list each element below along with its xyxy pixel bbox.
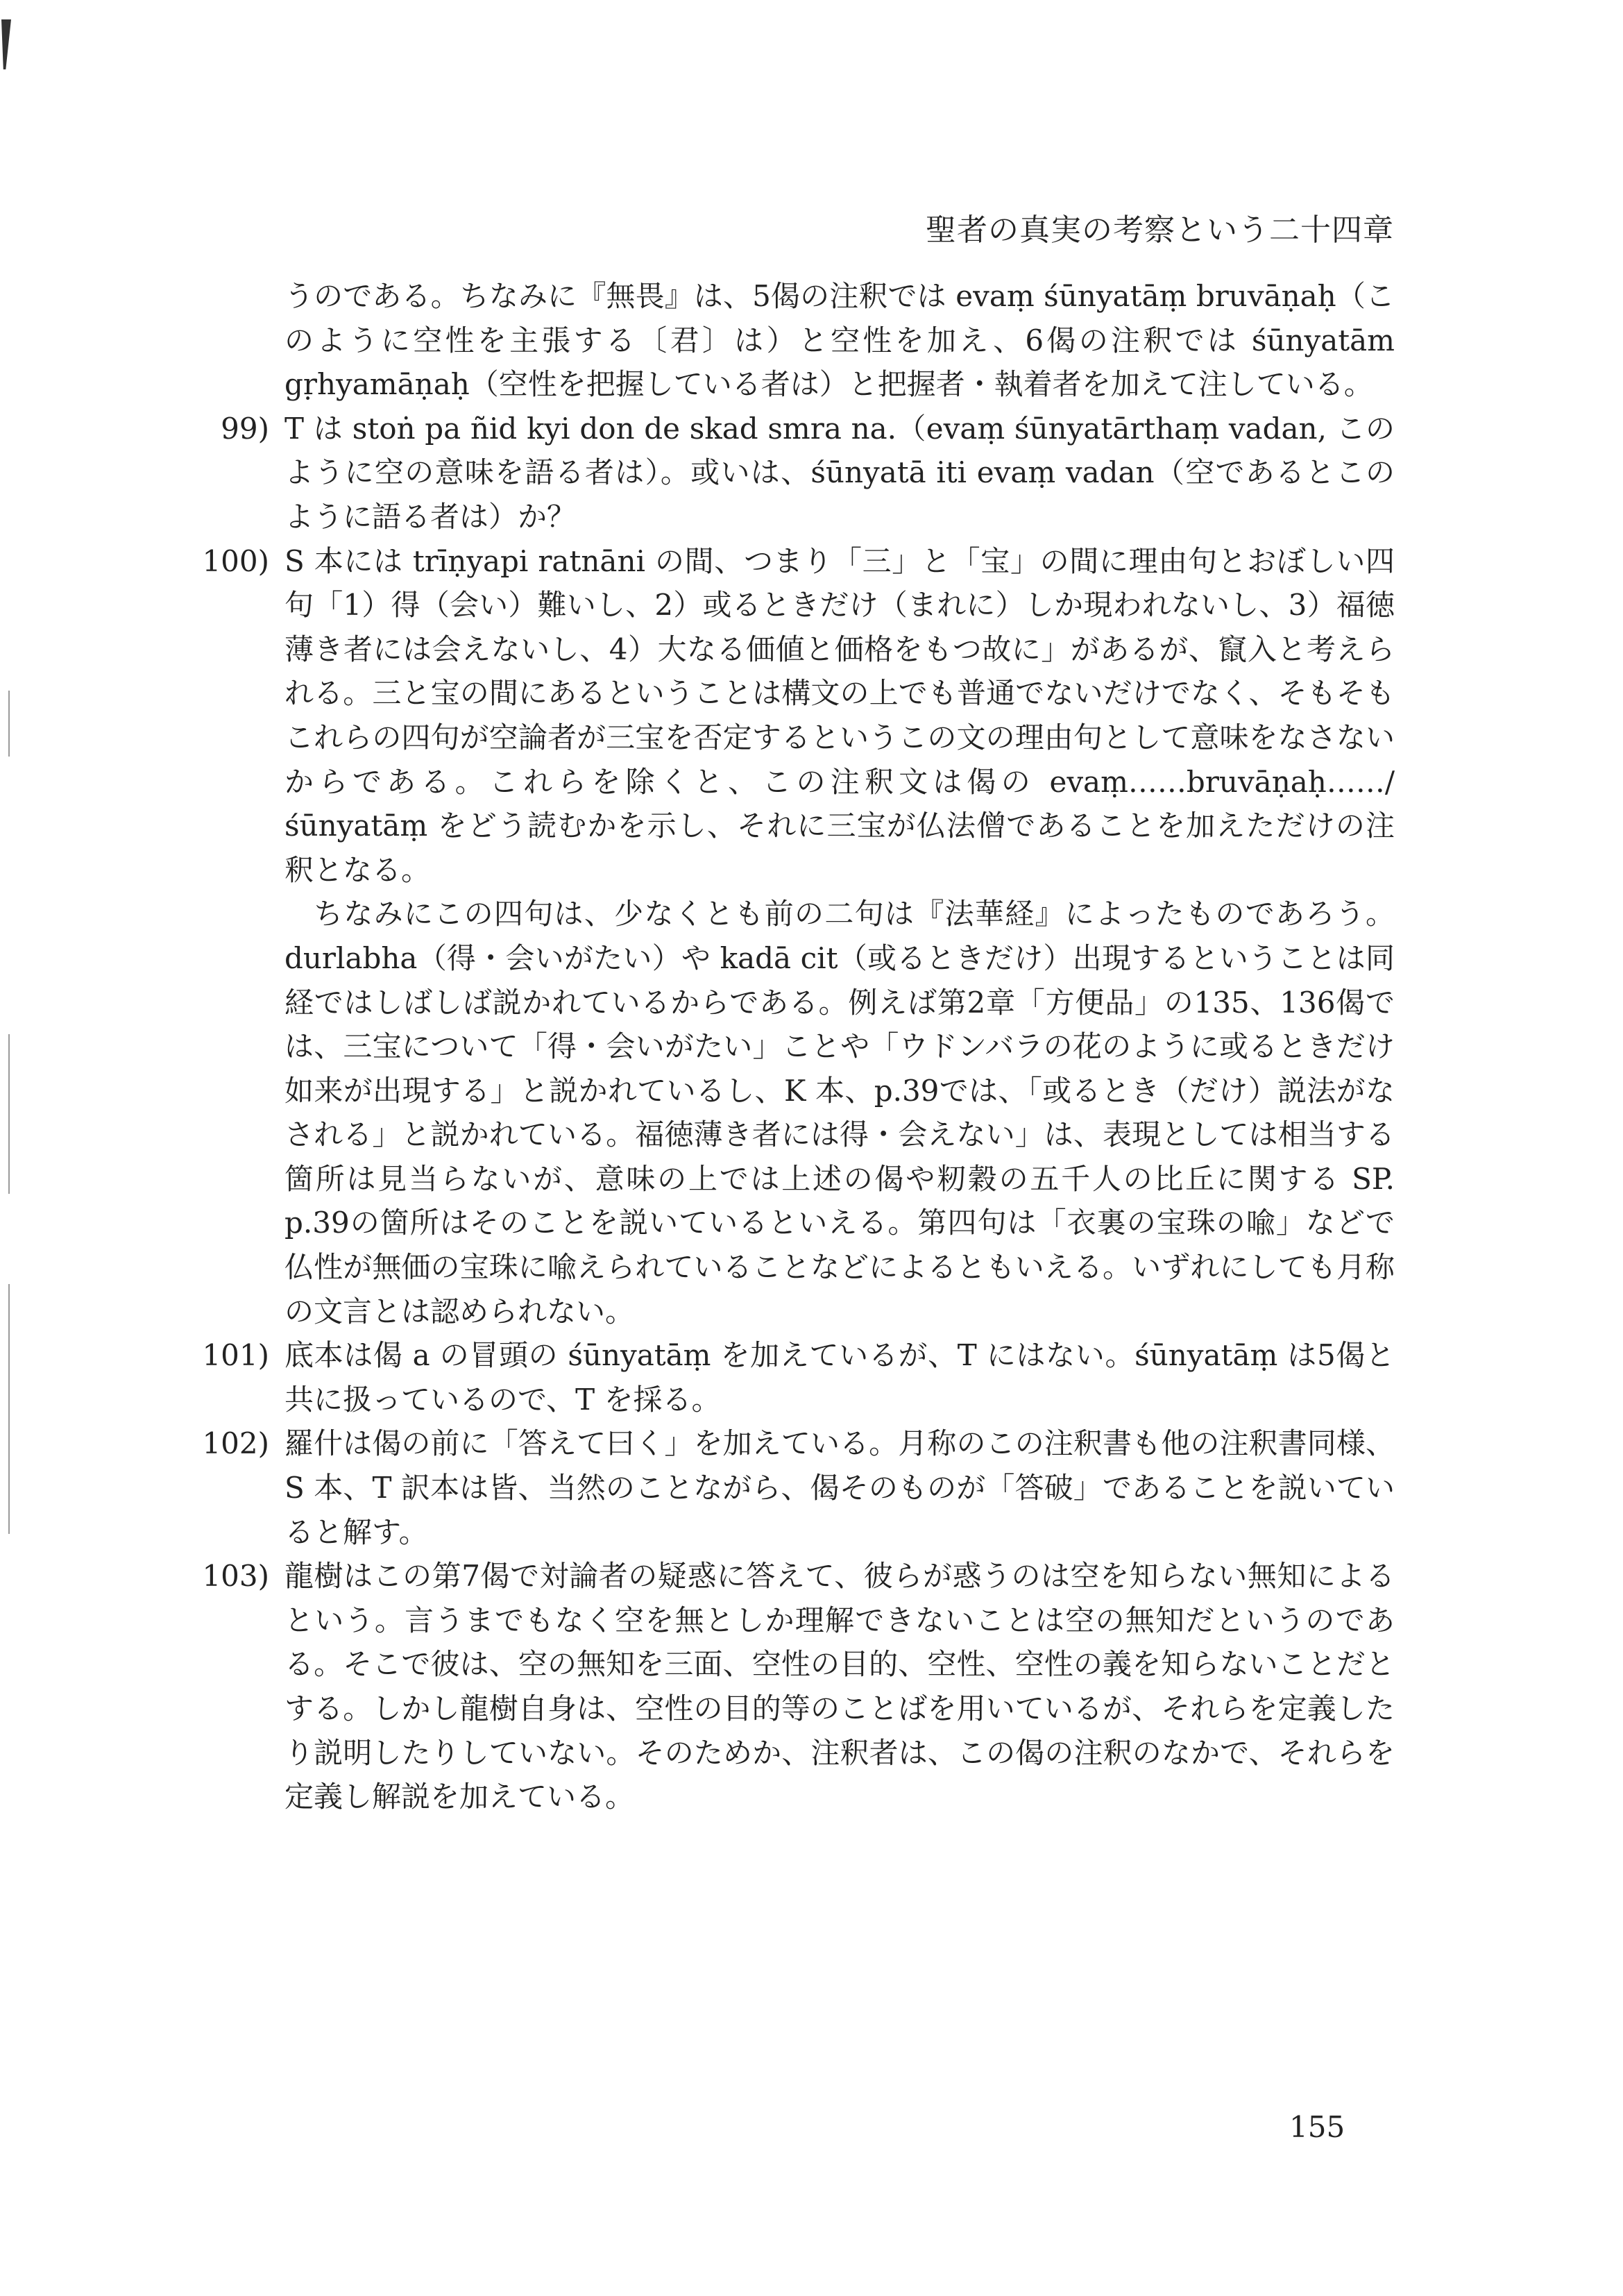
footnote-text: 羅什は偈の前に「答えて曰く」を加えている。月称のこの注釈書も他の注釈書同様、S 本、T 訳本は皆、当然のことながら、偈そのものが「答破」であることを説いていると解す。	[284, 1426, 1395, 1549]
footnotes-body	[201, 274, 1395, 1819]
continuation-paragraph	[201, 274, 1395, 407]
continuation-text: うのである。ちなみに『無畏』は、5偈の注釈では evaṃ śūnyatāṃ bruvāṇaḥ（このように空性を主張する〔君〕は）と空性を加え、6偈の注釈では śūnyatām gṛhyamāṇaḥ（空性を把握している者は）と把握者・執着者を加えて注している。	[284, 279, 1395, 402]
footnote-text: T は stoṅ pa ñid kyi don de skad smra na.（evaṃ śūnyatārthaṃ vadan, このように空の意味を語る者は）。或いは、śūnyatā iti evaṃ vadan（空であるとこのように語る者は）か？	[284, 411, 1395, 534]
footnote-103	[201, 1554, 1395, 1819]
footnote-100	[201, 539, 1395, 1334]
footnote-text: 龍樹はこの第7偈で対論者の疑惑に答えて、彼らが惑うのは空を知らない無知によるという。言うまでもなく空を無としか理解できないことは空の無知だというのである。そこで彼は、空の無知を三面、空性の目的、空性、空性の義を知らないことだとする。しかし龍樹自身は、空性の目的等のことばを用いているが、それらを定義したり説明したりしていない。そのためか、注釈者は、この偈の注釈のなかで、それらを定義し解説を加えている。	[284, 1559, 1395, 1814]
running-header: 聖者の真実の考察という二十四章	[926, 212, 1394, 248]
footnote-102	[201, 1421, 1395, 1554]
scan-margin-line	[8, 1034, 10, 1194]
footnote-number: 101)	[202, 1338, 269, 1373]
footnote-number: 99)	[221, 411, 269, 446]
footnote-text: ちなみにこの四句は、少なくとも前の二句は『法華経』によったものであろう。durlabha（得・会いがたい）や kadā cit（或るときだけ）出現するということは同経ではしばしば説かれているからである。例えば第2章「方便品」の135、136偈では、三宝について「得・会いがたい」ことや「ウドンバラの花のように或るときだけ如来が出現する」と説かれているし、K 本、p.39では、「或るとき（だけ）説法がなされる」と説かれている。福徳薄き者には得・会えない」は、表現としては相当する箇所は見当らないが、意味の上では上述の偈や籾穀の五千人の比丘に関する SP. p.39の箇所はそのことを説いているといえる。第四句は「衣裏の宝珠の喩」などで仏性が無価の宝珠に喩えられていることなどによるともいえる。いずれにしても月称の文言とは認められない。	[284, 897, 1395, 1328]
scan-margin-line	[8, 1284, 10, 1534]
footnote-text: S 本には trīṇyapi ratnāni の間、つまり「三」と「宝」の間に理由句とおぼしい四句「1）得（会い）難いし、2）或るときだけ（まれに）しか現われないし、3）福徳薄き者には会えないし、4）大なる価値と価格をもつ故に」があるが、竄入と考えられる。三と宝の間にあるということは構文の上でも普通でないだけでなく、そもそもこれらの四句が空論者が三宝を否定するというこの文の理由句として意味をなさないからである。これらを除くと、この注釈文は偈の evaṃ……bruvāṇaḥ……/ śūnyatāṃ をどう読むかを示し、それに三宝が仏法僧であることを加えただけの注釈となる。	[284, 543, 1395, 887]
footnote-number: 103)	[202, 1559, 269, 1594]
footnote-text: 底本は偈 a の冒頭の śūnyatāṃ を加えているが、T にはない。śūnyatāṃ は5偈と共に扱っているので、T を採る。	[284, 1338, 1395, 1417]
footnote-101	[201, 1333, 1395, 1421]
scan-margin-mark	[1, 19, 11, 69]
scan-margin-line	[8, 691, 10, 757]
page-number: 155	[1289, 2110, 1345, 2144]
footnote-number: 100)	[202, 543, 269, 578]
footnote-number: 102)	[202, 1426, 269, 1461]
footnote-99	[201, 407, 1395, 539]
